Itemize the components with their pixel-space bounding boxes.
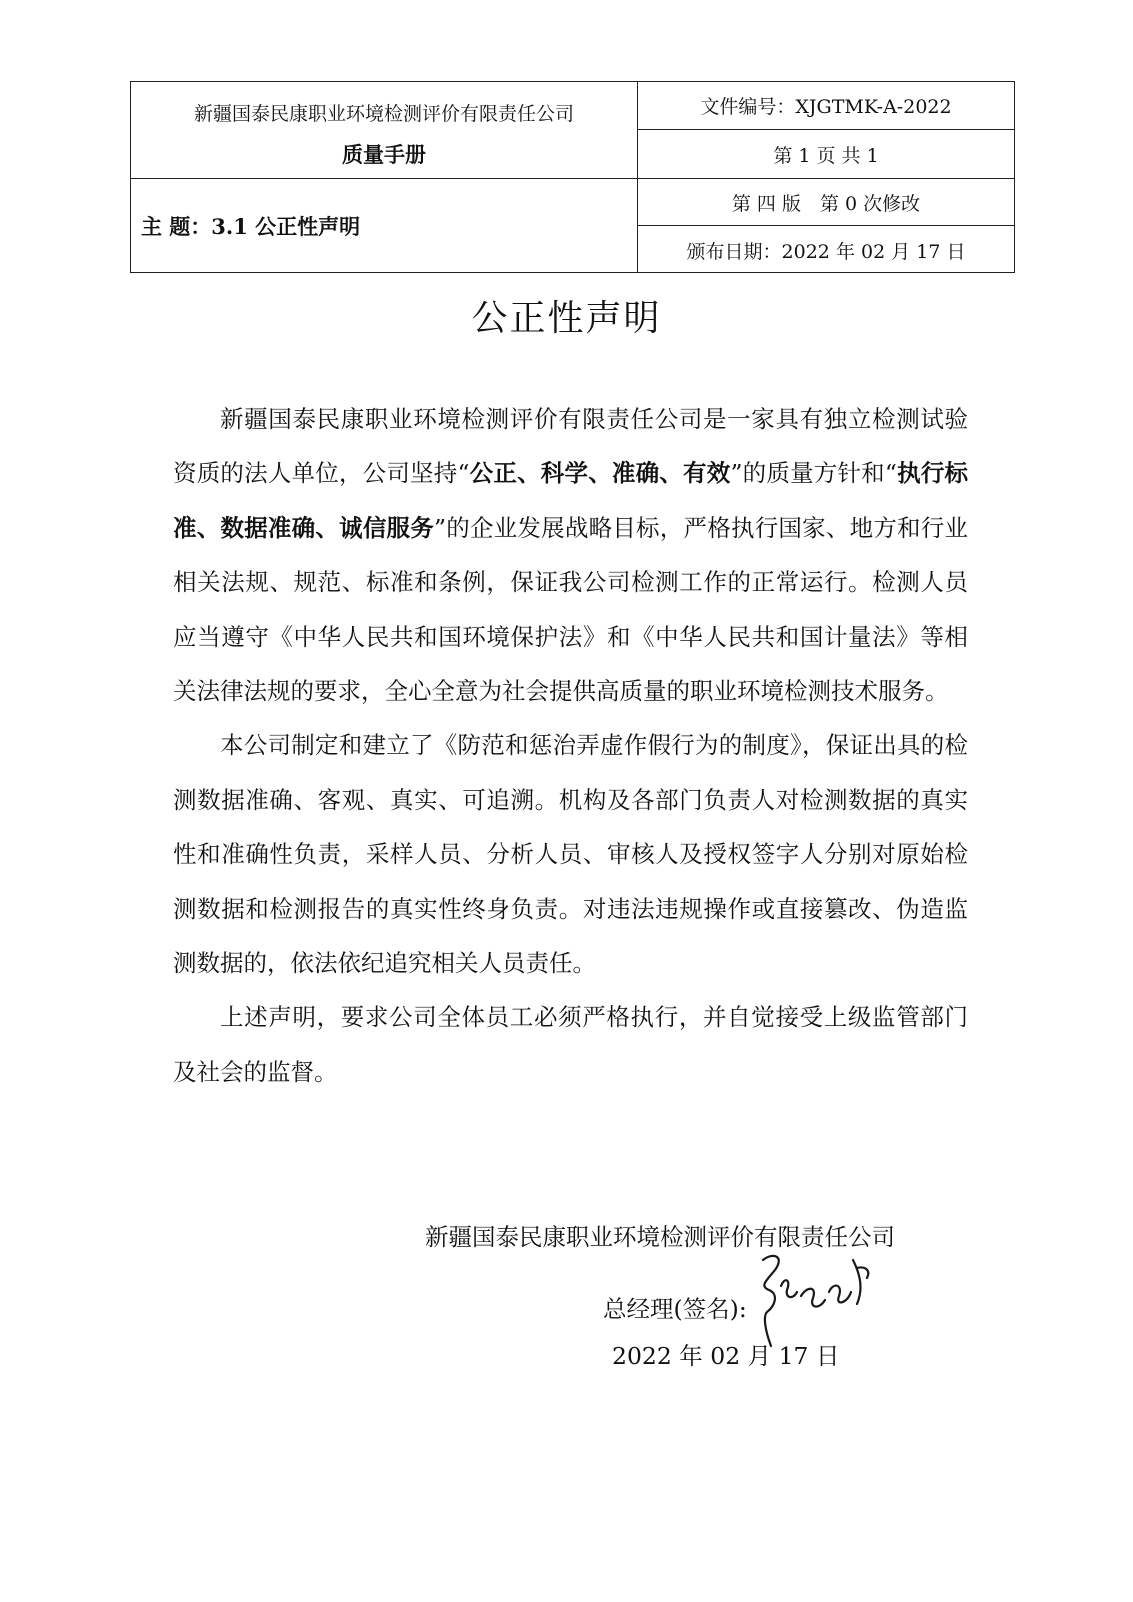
- document-title: 公正性声明: [471, 298, 662, 339]
- quality-policy: 公正、科学、准确、有效: [469, 459, 731, 488]
- paragraph-2: 本公司制定和建立了《防范和惩治弄虚作假行为的制度》，保证出具的检测数据准确、客观、真实、可追溯。机构及各部门负责人对检测数据的真实性和准确性负责，采样人员、分析人员、审核人及授权签字人分别对原始检测数据和检测报告的真实性终身负责。对违法违规操作或直接篡改、伪造监测数据的，依法依纪追究相关人员责任。: [173, 731, 968, 978]
- manual-name: 质量手册: [342, 142, 426, 167]
- paragraph-1: [173, 392, 968, 718]
- paragraph-text: 新疆国泰民康职业环境检测评价有限责任公司是一家具有独立检测试验资质的法人单位，公司坚持“: [173, 405, 968, 488]
- general-manager-label: 总经理(签名):: [603, 1295, 747, 1323]
- handwritten-signature: [745, 1246, 885, 1356]
- document-body: [173, 392, 968, 1099]
- paragraph-text: ”的质量方针和“: [730, 459, 897, 488]
- signoff-date: 2022 年 02 月 17 日: [612, 1342, 840, 1370]
- file-number: 文件编号：XJGTMK-A-2022: [700, 96, 952, 118]
- paragraph-text: ”的企业发展战略目标，严格执行国家、地方和行业相关法规、规范、标准和条例，保证我公司检测工作的正常运行。检测人员应当遵守《中华人民共和国环境保护法》和《中华人民共和国计量法》等相关法律法规的要求，全心全意为社会提供高质量的职业环境检测技术服务。: [173, 513, 969, 706]
- subject: 主 题：3.1 公正性声明: [141, 214, 361, 239]
- strategic-goal: 执行标准、数据准确、诚信服务: [173, 459, 969, 542]
- paragraph-3: 上述声明，要求公司全体员工必须严格执行，并自觉接受上级监管部门及社会的监督。: [173, 1003, 968, 1086]
- page-count: 第 1 页 共 1: [773, 144, 879, 167]
- header-table: [130, 81, 1015, 273]
- version: 第 四 版 第 0 次修改: [731, 192, 921, 215]
- company-name: 新疆国泰民康职业环境检测评价有限责任公司: [193, 102, 574, 125]
- issue-date: 颁布日期：2022 年 02 月 17 日: [686, 240, 966, 263]
- signoff-company: 新疆国泰民康职业环境检测评价有限责任公司: [425, 1223, 895, 1251]
